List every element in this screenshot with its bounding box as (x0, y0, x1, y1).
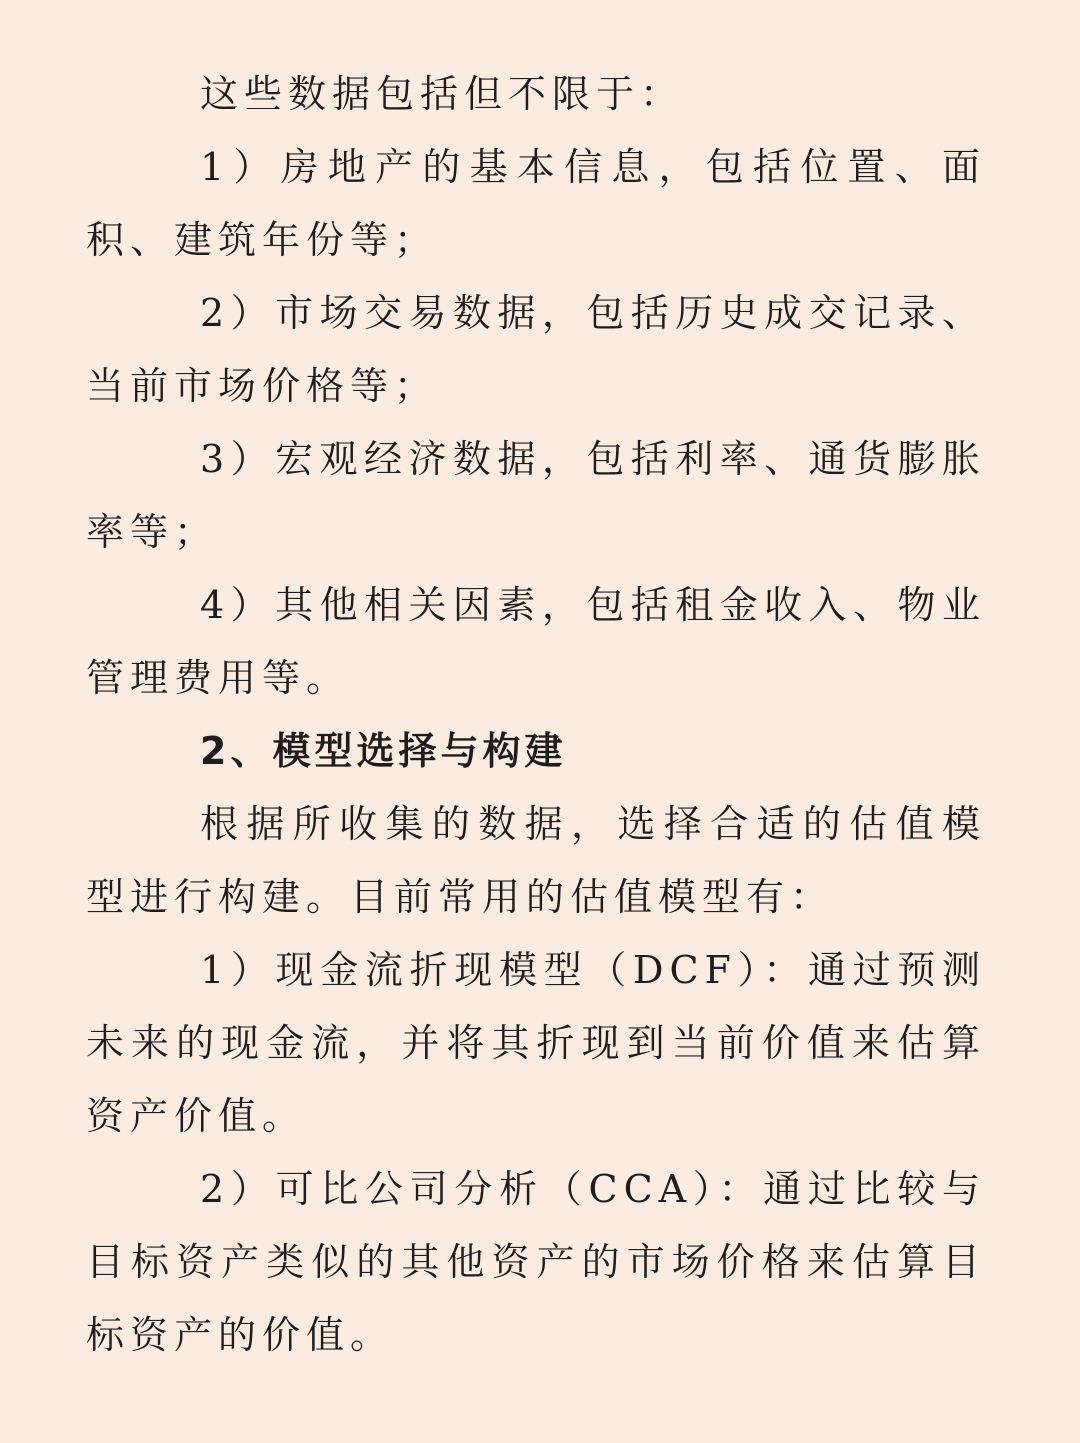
data-item-3: 3）宏观经济数据，包括利率、通货膨胀率等； (86, 437, 986, 554)
section-heading: 2、模型选择与构建 (200, 729, 567, 773)
data-item-1: 1）房地产的基本信息，包括位置、面积、建筑年份等； (86, 145, 986, 262)
intro-paragraph: 这些数据包括但不限于： (200, 72, 685, 116)
model-item-2: 2）可比公司分析（CCA）：通过比较与目标资产类似的其他资产的市场价格来估算目标资产的价值。 (86, 1167, 986, 1357)
section-intro-paragraph: 根据所收集的数据，选择合适的估值模型进行构建。目前常用的估值模型有： (86, 802, 986, 919)
model-item-1: 1）现金流折现模型（DCF）：通过预测未来的现金流，并将其折现到当前价值来估算资产价值。 (86, 948, 986, 1138)
document-page (86, 58, 986, 1372)
data-item-4: 4）其他相关因素，包括租金收入、物业管理费用等。 (86, 583, 986, 700)
data-item-2: 2）市场交易数据，包括历史成交记录、当前市场价格等； (86, 291, 986, 408)
